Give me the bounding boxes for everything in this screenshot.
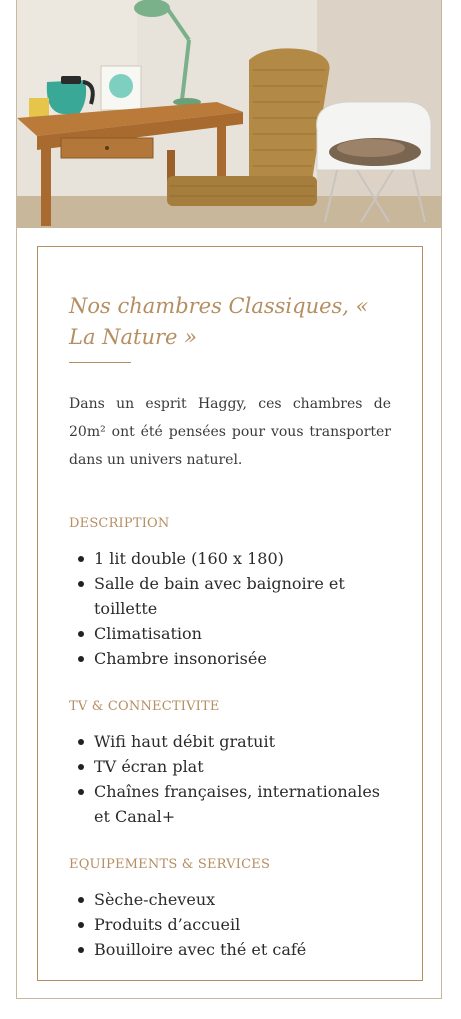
list-item: TV écran plat — [69, 754, 399, 779]
room-title: Nos chambres Classiques, « La Nature » — [69, 294, 369, 349]
bullet-icon — [78, 556, 84, 562]
section-heading-tv-connectivite: TV & CONNECTIVITE — [69, 699, 220, 714]
room-card — [16, 0, 442, 999]
bullet-icon — [78, 789, 84, 795]
bullet-icon — [78, 656, 84, 662]
connectivity-list — [69, 729, 399, 829]
section-heading-equipements-services: EQUIPEMENTS & SERVICES — [69, 857, 271, 872]
list-item: Chaînes françaises, internationales et Canal+ — [69, 779, 399, 829]
list-item: Chambre insonorisée — [69, 646, 399, 671]
section-heading-description: DESCRIPTION — [69, 516, 170, 531]
list-item: Climatisation — [69, 621, 399, 646]
room-photo — [17, 0, 441, 228]
list-item: Sèche-cheveux — [69, 887, 399, 912]
list-item: Produits d’accueil — [69, 912, 399, 937]
bullet-icon — [78, 631, 84, 637]
list-item: 1 lit double (160 x 180) — [69, 546, 399, 571]
room-intro: Dans un esprit Haggy, ces chambres de 20m² ont été pensées pour vous transporter dans un univers naturel. — [69, 396, 391, 468]
bullet-icon — [78, 897, 84, 903]
description-list — [69, 546, 399, 671]
list-item: Salle de bain avec baignoire et toillette — [69, 571, 399, 621]
bullet-icon — [78, 739, 84, 745]
title-underline — [69, 362, 131, 363]
list-item: Wifi haut débit gratuit — [69, 729, 399, 754]
bullet-icon — [78, 764, 84, 770]
bullet-icon — [78, 947, 84, 953]
bullet-icon — [78, 581, 84, 587]
bullet-icon — [78, 922, 84, 928]
list-item: Bouilloire avec thé et café — [69, 937, 399, 962]
room-description-panel — [37, 246, 423, 981]
equipment-list — [69, 887, 399, 962]
